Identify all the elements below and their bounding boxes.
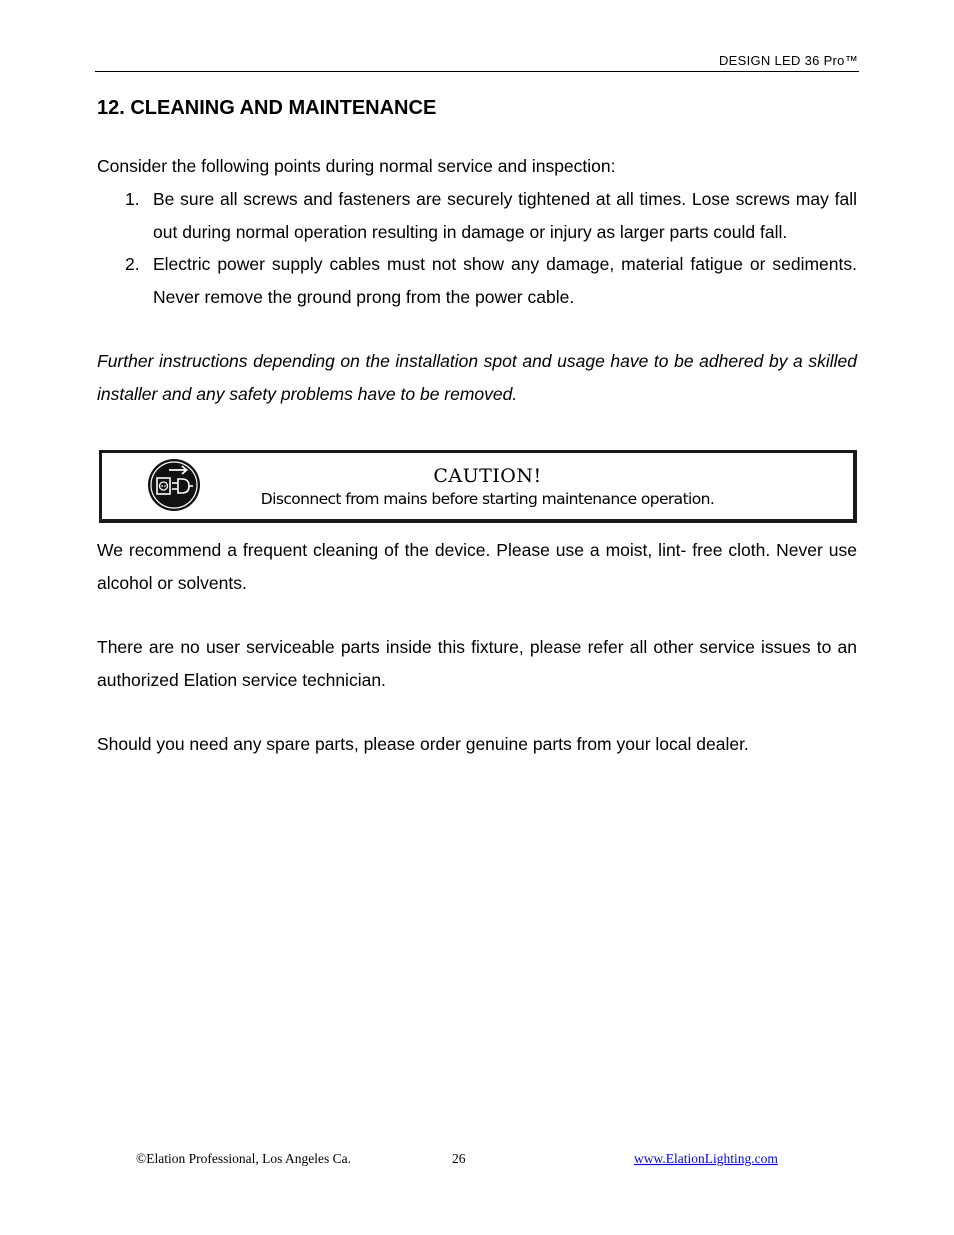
caution-text: Disconnect from mains before starting maintenance operation.	[260, 490, 715, 508]
list-item-number: 1.	[125, 189, 140, 209]
section-title: 12. CLEANING AND MAINTENANCE	[97, 97, 437, 119]
list-item-text: Electric power supply cables must not show any damage, material fatigue or sediments. Never remove the ground prong from the power cable.	[153, 254, 857, 307]
header-product-name: DESIGN LED 36 Pro™	[718, 53, 858, 68]
caution-title: CAUTION!	[433, 465, 542, 487]
list-item	[97, 248, 857, 313]
footer-copyright: ©Elation Professional, Los Angeles Ca.	[136, 1151, 351, 1166]
service-paragraph: There are no user serviceable parts inside this fixture, please refer all other service issues to an authorized Elation service technician.	[97, 637, 857, 690]
spare-parts-paragraph: Should you need any spare parts, please order genuine parts from your local dealer.	[97, 734, 749, 754]
inspection-points-list	[97, 183, 857, 313]
header-divider	[95, 71, 859, 72]
caution-box	[99, 450, 857, 523]
footer-page-number: 26	[452, 1151, 466, 1166]
cleaning-recommendation-paragraph: We recommend a frequent cleaning of the device. Please use a moist, lint- free cloth. Never use alcohol or solvents.	[97, 540, 857, 593]
list-item	[97, 183, 857, 248]
footer-website-link[interactable]: www.ElationLighting.com	[634, 1151, 778, 1166]
list-item-text: Be sure all screws and fasteners are securely tightened at all times. Lose screws may fall out during normal operation resulting in damage or injury as larger parts could fall.	[153, 189, 857, 242]
list-item-number: 2.	[125, 254, 140, 274]
further-instructions-paragraph: Further instructions depending on the installation spot and usage have to be adhered by a skilled installer and any safety problems have to be removed.	[97, 351, 857, 404]
intro-paragraph: Consider the following points during normal service and inspection:	[97, 156, 616, 176]
